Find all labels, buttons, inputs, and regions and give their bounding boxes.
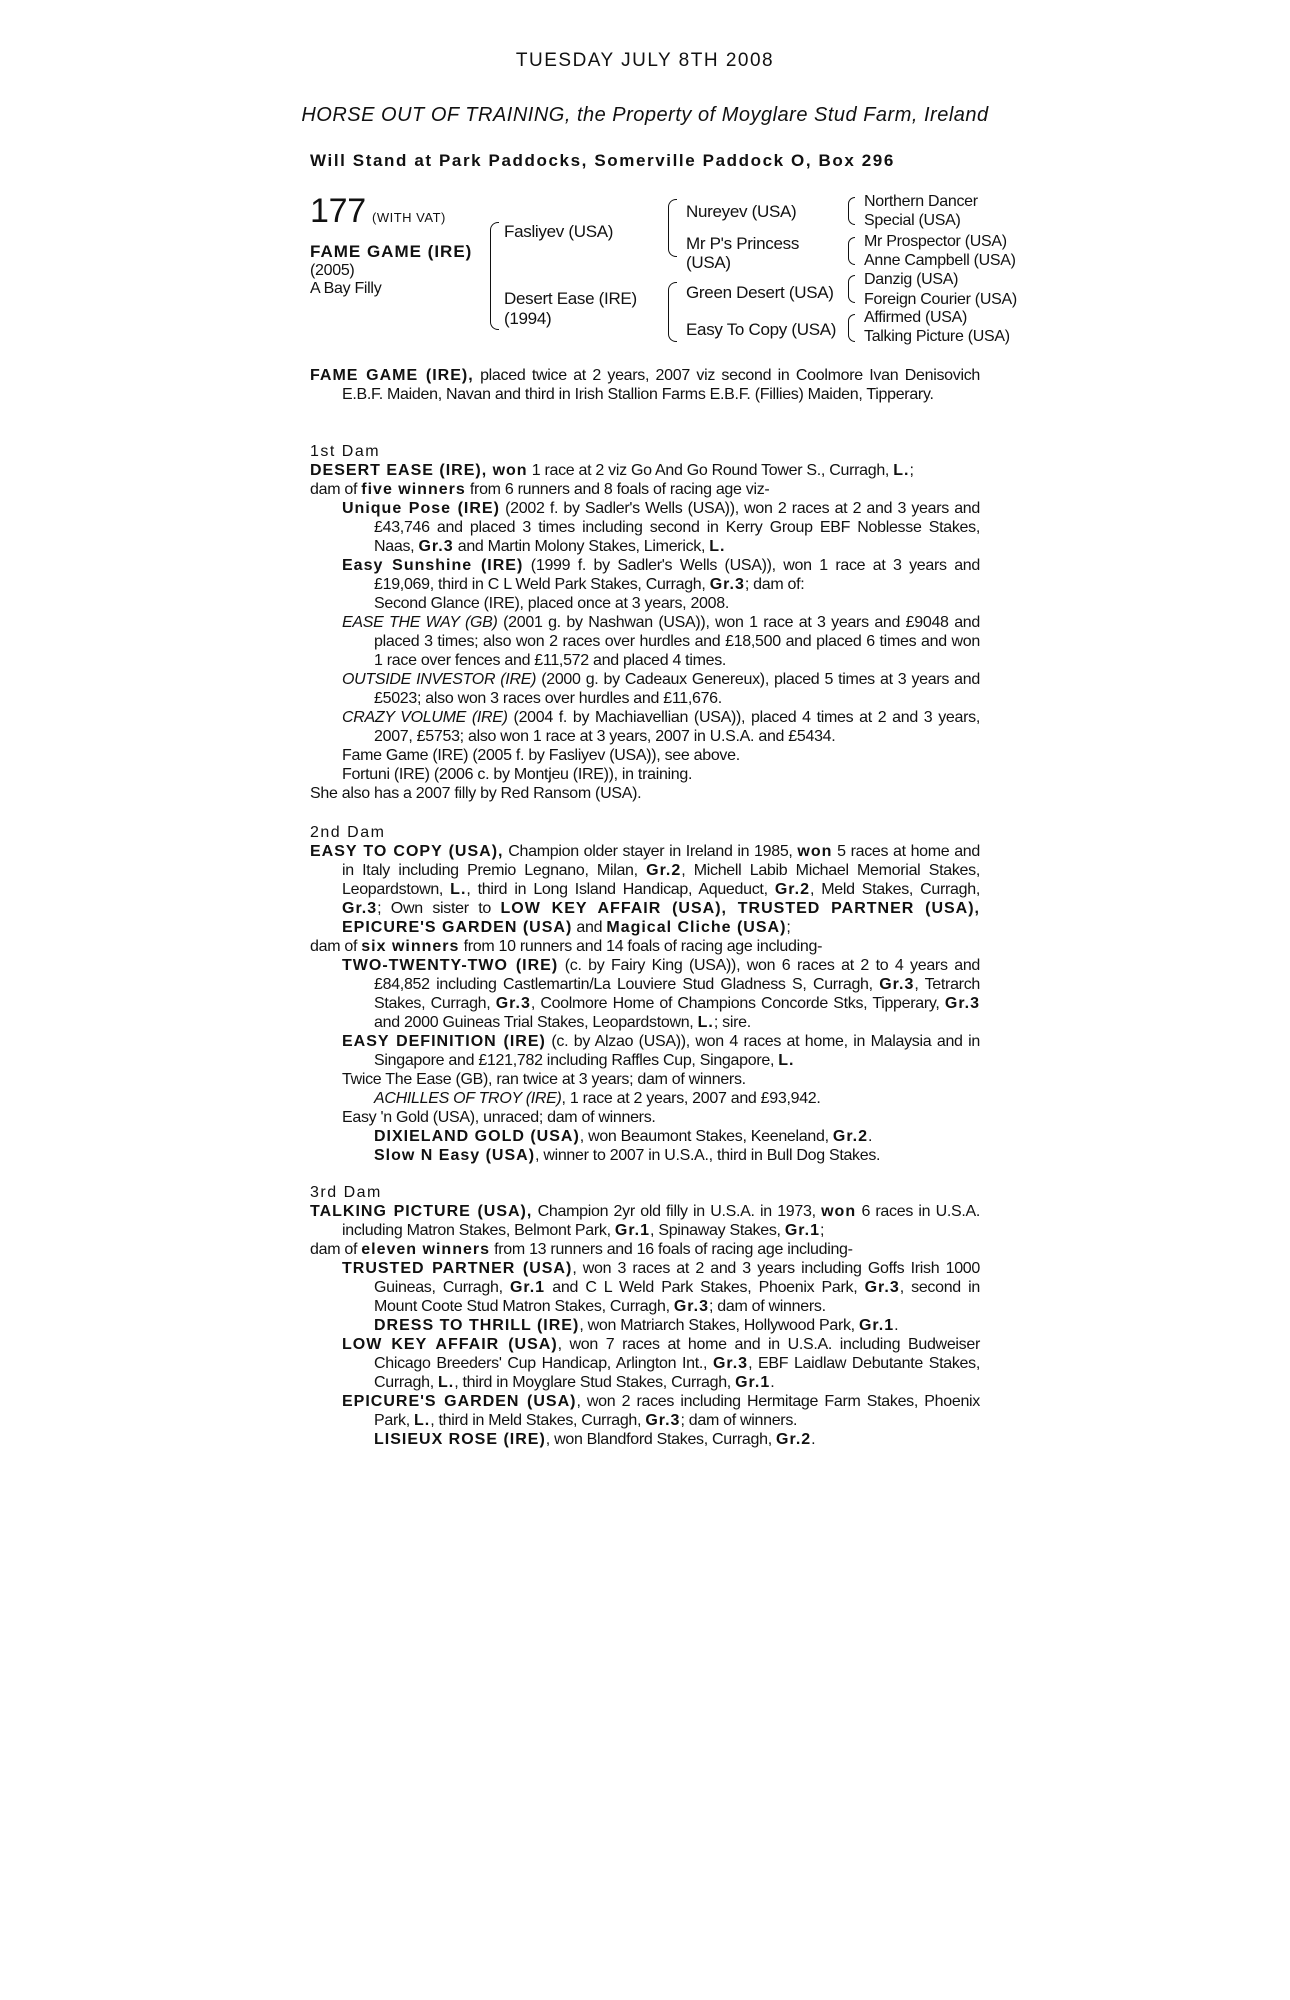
brace-ss [848,197,855,225]
pedigree-ddd: Talking Picture (USA) [864,328,1010,345]
first-dam-text: 1 race at 2 viz Go And Go Round Tower S., Curragh, [527,462,894,479]
record-grade: Gr.1 [784,1222,820,1239]
record-won: won [821,1203,857,1220]
produce-listed: L. [709,538,726,555]
produce-listed: L. [438,1374,455,1391]
produce-grade: Gr.3 [673,1298,709,1315]
produce-twice-the-ease: Twice The Ease (GB), ran twice at 3 years; dam of winners. [342,1071,746,1088]
produce-outside-investor [310,670,980,708]
produce-name: ACHILLES OF TROY (IRE) [374,1090,562,1107]
produce-text: , won 3 races at 2 and 3 years including Goffs Irish 1000 Guineas, Curragh, [374,1260,981,1296]
produce-grade: Gr.2 [776,1431,812,1448]
second-dam-record [310,842,980,937]
pedigree-sire-dam-line2: (USA) [686,253,731,272]
record-text: 6 races in U.S.A. including Matron Stakes, Belmont Park, [342,1203,981,1239]
produce-text: , won Blandford Stakes, Curragh, [545,1431,777,1448]
produce-text: ; dam of winners. [680,1412,798,1429]
grandproduce-second-glance: Second Glance (IRE), placed once at 3 years, 2008. [374,595,729,612]
second-dam-section [310,823,980,1165]
summary-name: FAME GAME (IRE), [310,367,474,384]
first-dam-listed: L. [893,462,910,479]
produce-text: (2004 f. by Machiavellian (USA)), placed 4 times at 2 and 3 years, 2007, £5753; also won 1 race at 3 years, 2007 in U.S.A. and £5434. [374,709,980,745]
produce-listed: L. [778,1052,795,1069]
produce-text: , won 2 races including Hermitage Farm Stakes, Phoenix Park, [374,1393,980,1429]
third-dam-section [310,1183,980,1449]
brace-lot [490,222,499,330]
produce-text: . [811,1431,816,1448]
produce-name: EASY DEFINITION (IRE) [342,1033,546,1050]
pedigree-dam-dam: Easy To Copy (USA) [686,320,837,339]
first-dam-name: DESERT EASE (IRE), [310,462,488,479]
brace-dam [668,282,677,342]
grandproduce-dress-to-thrill [310,1316,980,1335]
record-text: ; [786,919,791,936]
pedigree-dam-sire: Green Desert (USA) [686,283,834,302]
produce-text: , Coolmore Home of Champions Concorde Stks, Tipperary, [530,995,945,1012]
produce-name: DIXIELAND GOLD (USA) [374,1128,580,1145]
produce-name: LOW KEY AFFAIR (USA) [342,1336,558,1353]
first-dam-of-post: from 6 runners and 8 foals of racing age viz- [465,481,770,498]
record-text: , Michell Labib Michael Memorial Stakes, Leopardstown, [342,862,980,898]
produce-grade: Gr.3 [418,538,454,555]
pedigree-sdd: Anne Campbell (USA) [864,252,1016,269]
record-won: won [797,843,833,860]
grandproduce-lisieux-rose [310,1430,980,1449]
produce-grade: Gr.1 [858,1317,895,1334]
produce-text: . [868,1128,873,1145]
produce-low-key-affair [310,1335,980,1392]
produce-unique-pose [310,499,980,556]
first-dam-winners: five winners [361,481,466,498]
produce-grade: Gr.3 [864,1279,900,1296]
vat-note: (WITH VAT) [372,210,446,225]
pedigree-sds: Mr Prospector (USA) [864,233,1007,250]
first-dam-won: won [487,462,528,479]
produce-text: , third in Meld Stakes, Curragh, [430,1412,646,1429]
pedigree-sire-dam: Mr P's Princess [686,234,800,253]
produce-fortuni: Fortuni (IRE) (2006 c. by Montjeu (IRE)), in training. [342,766,693,783]
first-dam-section [310,442,980,803]
brace-ds [848,275,855,303]
produce-name: TWO-TWENTY-TWO (IRE) [342,957,559,974]
produce-listed: L. [414,1412,431,1429]
produce-text: , third in Moyglare Stud Stakes, Curragh, [454,1374,736,1391]
produce-name: Slow N Easy (USA) [374,1147,536,1164]
produce-easy-n-gold: Easy 'n Gold (USA), unraced; dam of winners. [342,1109,656,1126]
horse-description: A Bay Filly [310,280,382,297]
produce-grade: Gr.3 [645,1412,681,1429]
produce-listed: L. [697,1014,714,1031]
produce-text-2: and Martin Molony Stakes, Limerick, [453,538,710,555]
produce-crazy-volume [310,708,980,746]
record-grade: Gr.2 [646,862,682,879]
produce-name: EASE THE WAY (GB) [342,614,498,631]
produce-text: , 1 race at 2 years, 2007 and £93,942. [561,1090,821,1107]
record-listed: L. [450,881,467,898]
second-dam-heading: 2nd Dam [310,824,386,841]
produce-easy-definition [310,1032,980,1070]
produce-text: , EBF Laidlaw Debutante Stakes, Curragh, [374,1355,981,1391]
pedigree-dsd: Foreign Courier (USA) [864,291,1017,308]
second-dam-of-pre: dam of [310,938,362,955]
produce-text: and 2000 Guineas Trial Stakes, Leopardstown, [374,1014,698,1031]
produce-name: Easy Sunshine (IRE) [342,557,524,574]
first-dam-of-pre: dam of [310,481,362,498]
produce-grade: Gr.2 [832,1128,869,1145]
second-dam-name: EASY TO COPY (USA), [310,843,504,860]
produce-grade: Gr.3 [709,576,745,593]
record-text: Champion 2yr old filly in U.S.A. in 1973, [532,1203,822,1220]
produce-name: Unique Pose (IRE) [342,500,500,517]
record-text: ; Own sister to [377,900,501,917]
pedigree-dss: Danzig (USA) [864,271,959,288]
produce-easy-sunshine [310,556,980,594]
produce-text: and C L Weld Park Stakes, Phoenix Park, [545,1279,865,1296]
record-grade: Gr.2 [774,881,810,898]
record-text: Champion older stayer in Ireland in 1985, [503,843,798,860]
produce-text: , won Matriarch Stakes, Hollywood Park, [579,1317,859,1334]
produce-name: LISIEUX ROSE (IRE) [374,1431,546,1448]
record-text: 5 races at home and in Italy including Premio Legnano, Milan, [342,843,980,879]
produce-name: EPICURE'S GARDEN (USA) [342,1393,577,1410]
record-text: and [572,919,607,936]
grandproduce-slow-n-easy [310,1146,980,1165]
produce-text: (2001 g. by Nashwan (USA)), won 1 race at 3 years and £9048 and placed 3 times; also won 2 races over hurdles and £18,500 and placed 6 times and won 1 race over fences and £11,572 and placed 4 times. [374,614,980,669]
record-text: , Spinaway Stakes, [650,1222,785,1239]
record-sibling: Magical Cliche (USA) [606,919,787,936]
horse-year: (2005) [310,262,355,279]
produce-text: (2002 f. by Sadler's Wells (USA)), won 2 races at 2 and 3 years and £43,746 and placed 3 times including second in Kerry Group EBF Noblesse Stakes, Naas, [374,500,980,555]
produce-epicures-garden [310,1392,980,1430]
produce-text: , second in Mount Coote Stud Matron Stakes, Curragh, [374,1279,980,1315]
produce-fame-game: Fame Game (IRE) (2005 f. by Fasliyev (USA)), see above. [342,747,740,764]
third-dam-name: TALKING PICTURE (USA), [310,1203,533,1220]
produce-text: ; sire. [713,1014,751,1031]
produce-grade: Gr.3 [944,995,981,1012]
produce-text: ; dam of winners. [709,1298,826,1315]
first-dam-heading: 1st Dam [310,443,381,460]
summary-text: placed twice at 2 years, 2007 viz second in Coolmore Ivan Denisovich E.B.F. Maiden, Navan and third in Irish Stallion Farms E.B.F. (Fillies) Maiden, Tipperary. [342,367,980,403]
produce-text-2: ; dam of: [744,576,805,593]
pedigree-sire-sire: Nureyev (USA) [686,202,797,221]
record-siblings: LOW KEY AFFAIR (USA), TRUSTED PARTNER (USA), EPICURE'S GARDEN (USA) [342,900,981,936]
pedigree-sss: Northern Dancer [864,193,978,210]
third-dam-winners: eleven winners [361,1241,490,1258]
horse-name: FAME GAME (IRE) [310,242,473,261]
grandproduce-dixieland-gold [310,1127,980,1146]
pedigree-sire: Fasliyev (USA) [504,222,614,241]
record-text: ; [820,1222,825,1239]
produce-text: . [894,1317,899,1334]
record-grade: Gr.3 [342,900,378,917]
produce-two-twenty-two [310,956,980,1032]
third-dam-record [310,1202,980,1240]
third-dam-heading: 3rd Dam [310,1184,382,1201]
produce-text: , won 7 races at home and in U.S.A. including Budweiser Chicago Breeders' Cup Handicap, Arlington Int., [374,1336,980,1372]
produce-name: CRAZY VOLUME (IRE) [342,709,508,726]
produce-text: (c. by Fairy King (USA)), won 6 races at 2 to 4 years and £84,852 including Castlemartin/La Louviere Stud Gladness S, Curragh, [374,957,981,993]
second-dam-of-post: from 10 runners and 14 foals of racing age including- [459,938,823,955]
stand-location: Will Stand at Park Paddocks, Somerville Paddock O, Box 296 [310,151,895,170]
produce-name: DRESS TO THRILL (IRE) [374,1317,580,1334]
produce-trusted-partner [310,1259,980,1316]
pedigree-dam: Desert Ease (IRE) [504,289,637,308]
produce-grade: Gr.3 [495,995,531,1012]
pedigree-dds: Affirmed (USA) [864,309,968,326]
lot-number: 177 [310,192,366,230]
produce-grade: Gr.3 [879,976,915,993]
produce-name: OUTSIDE INVESTOR (IRE) [342,671,537,688]
produce-text: (1999 f. by Sadler's Wells (USA)), won 1 race at 3 years and £19,069, third in C L Weld Park Stakes, Curragh, [374,557,981,593]
record-grade: Gr.1 [614,1222,651,1239]
sale-date: TUESDAY JULY 8TH 2008 [515,50,775,71]
brace-sire [668,199,677,257]
second-dam-winners: six winners [361,938,460,955]
pedigree-ssd: Special (USA) [864,212,961,229]
produce-text: . [770,1374,775,1391]
record-text: , Meld Stakes, Curragh, [809,881,981,898]
produce-grade: Gr.1 [509,1279,546,1296]
produce-grade: Gr.3 [712,1355,749,1372]
vendor-subtitle: HORSE OUT OF TRAINING, the Property of Moyglare Stud Farm, Ireland [301,104,989,126]
produce-text: (2000 g. by Cadeaux Genereux), placed 5 times at 3 years and £5023; also won 3 races over hurdles and £11,676. [374,671,980,707]
produce-text: (c. by Alzao (USA)), won 4 races at home, in Malaysia and in Singapore and £121,782 including Raffles Cup, Singapore, [374,1033,980,1069]
produce-name: TRUSTED PARTNER (USA) [342,1260,573,1277]
third-dam-of-post: from 13 runners and 16 foals of racing age including- [489,1241,853,1258]
produce-grade: Gr.1 [735,1374,771,1391]
brace-dd [848,314,855,342]
grandproduce-achilles-of-troy [310,1089,980,1108]
third-dam-of-pre: dam of [310,1241,362,1258]
pedigree-dam-year: (1994) [504,309,552,328]
produce-text: , winner to 2007 in U.S.A., third in Bull Dog Stakes. [535,1147,881,1164]
produce-text: , Tetrarch Stakes, Curragh, [374,976,980,1012]
race-summary [310,366,980,404]
record-text: , third in Long Island Handicap, Aqueduct, [466,881,775,898]
brace-sd [848,237,855,265]
produce-ease-the-way [310,613,980,670]
first-dam-text-end: ; [909,462,914,479]
produce-text: , won Beaumont Stakes, Keeneland, [579,1128,833,1145]
first-dam-also: She also has a 2007 filly by Red Ransom (USA). [310,785,642,802]
